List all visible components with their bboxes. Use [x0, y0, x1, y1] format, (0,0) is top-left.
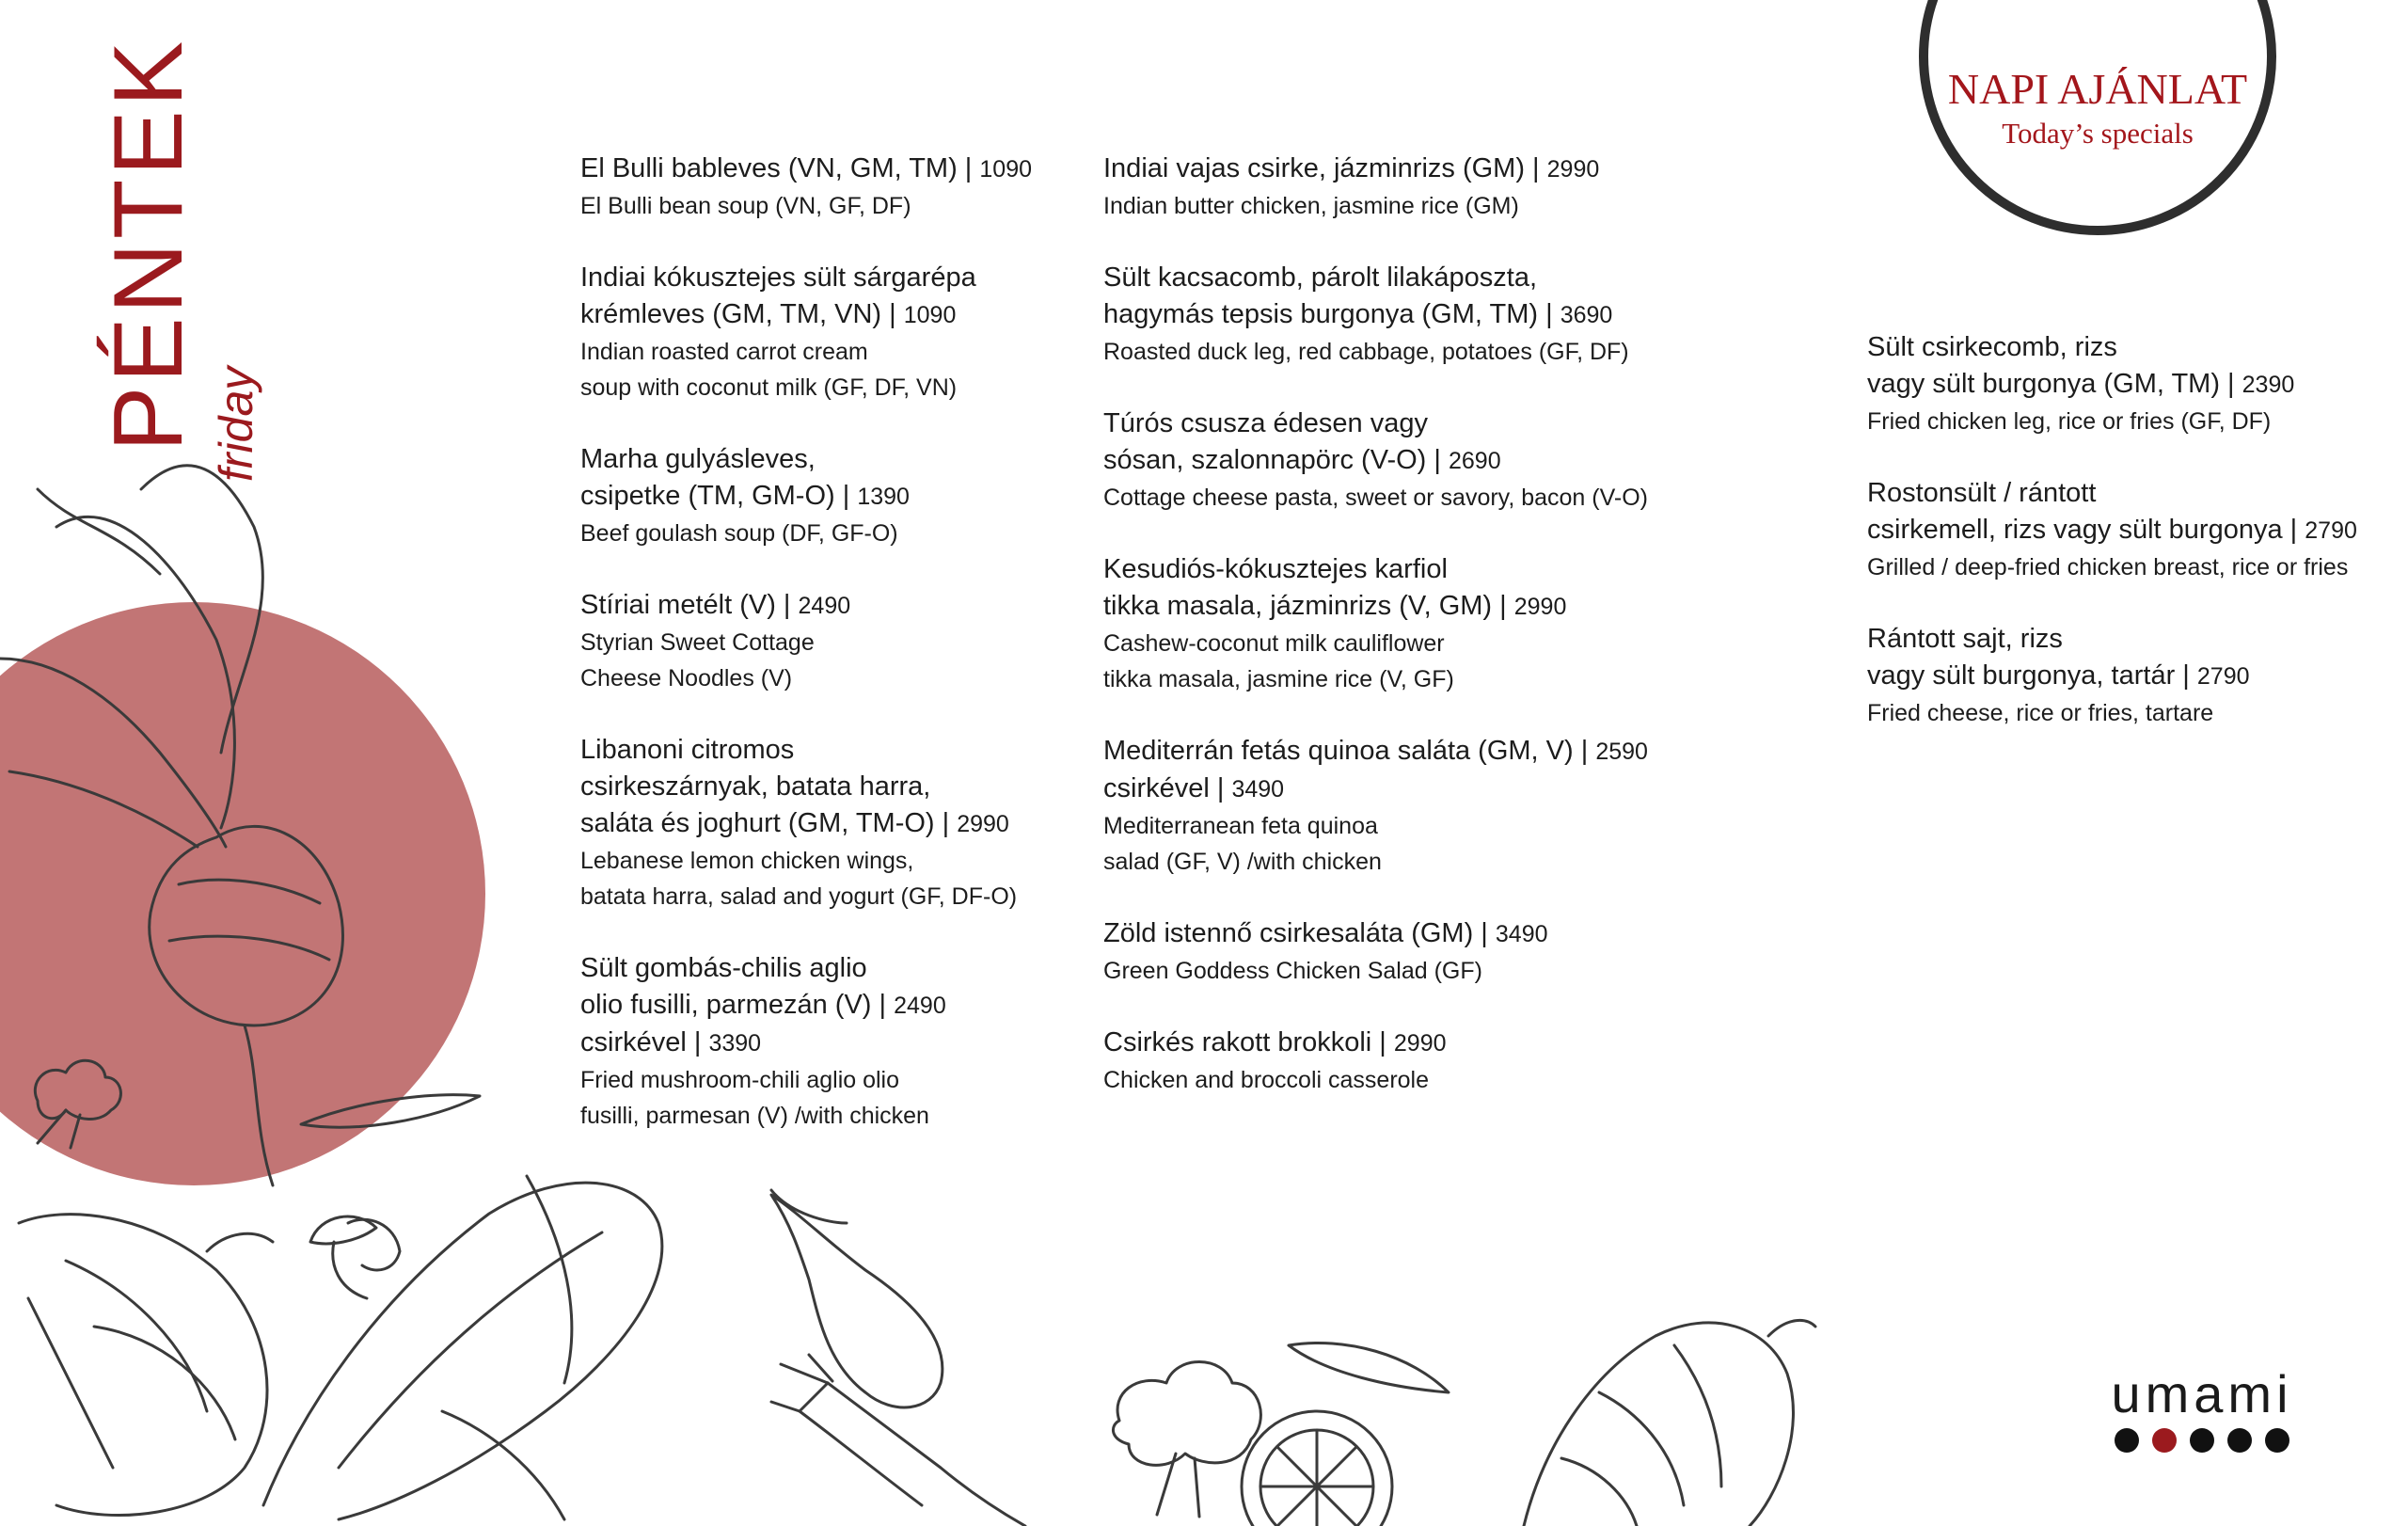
- artichoke-right-illustration: [1524, 1320, 1815, 1526]
- logo-dot: [2190, 1428, 2214, 1453]
- dish-price: 2390: [2242, 372, 2295, 398]
- menu-item: [1867, 475, 2394, 585]
- dish-name-text: Sült csirkecomb, rizs vagy sült burgonya (GM, TM): [1867, 332, 2220, 399]
- dish-name-en: Cashew-coconut milk cauliflower tikka masala, jasmine rice (V, GF): [1103, 630, 1454, 692]
- menu-column-2: [1103, 151, 1705, 1134]
- menu-item: [580, 950, 1069, 1134]
- dish-name-en: Fried mushroom-chili aglio olio fusilli, parmesan (V) /with chicken: [580, 1067, 929, 1129]
- dish-name-en: Roasted duck leg, red cabbage, potatoes (GF, DF): [1103, 339, 1629, 365]
- dish-name-text: Stíriai metélt (V): [580, 590, 776, 620]
- dish-extra-text: csirkével: [580, 1027, 687, 1057]
- dish-extra: csirkével | 3390: [580, 1027, 762, 1057]
- dish-extra-price: 3490: [1231, 776, 1285, 803]
- logo-dot: [2227, 1428, 2252, 1453]
- dish-name-hu: Marha gulyásleves, csipetke (TM, GM-O) | 1390: [580, 444, 910, 511]
- dish-name-text: Rostonsült / rántott csirkemell, rizs vagy sült burgonya: [1867, 478, 2283, 545]
- day-title: PÉNTEK: [94, 37, 203, 452]
- dish-name-en: Fried cheese, rice or fries, tartare: [1867, 700, 2214, 726]
- dish-price: 2690: [1448, 448, 1501, 474]
- logo-dot: [2152, 1428, 2177, 1453]
- mushroom-illustration: [310, 1216, 400, 1298]
- menu-column-1: [580, 151, 1069, 1169]
- carrot-illustration: [771, 1355, 1025, 1526]
- dish-price: 1390: [857, 484, 910, 510]
- dish-price: 2990: [1546, 156, 1600, 183]
- day-subtitle: friday: [210, 366, 262, 482]
- dish-price: 2790: [2305, 517, 2357, 544]
- dish-name-hu: Túrós csusza édesen vagy sósan, szalonnapörc (V-O) | 2690: [1103, 408, 1501, 475]
- dish-name-text: Indiai vajas csirke, jázminrizs (GM): [1103, 153, 1525, 183]
- badge-subtitle: Today’s specials: [2002, 117, 2194, 150]
- beetroot-illustration: [0, 466, 342, 1185]
- dish-name-en: Beef goulash soup (DF, GF-O): [580, 520, 898, 547]
- menu-item: [580, 260, 1069, 405]
- dish-name-en: El Bulli bean soup (VN, GF, DF): [580, 193, 911, 219]
- menu-item: [580, 587, 1069, 696]
- dish-name-text: Indiai kókusztejes sült sárgarépa krémleves (GM, TM, VN): [580, 262, 976, 329]
- dish-price: 3490: [1495, 921, 1548, 947]
- eggplant-illustration: [771, 1190, 943, 1407]
- menu-item: [580, 151, 1069, 224]
- dish-price: 2490: [894, 993, 946, 1019]
- dish-name-text: Sült gombás-chilis aglio olio fusilli, parmezán (V): [580, 953, 872, 1020]
- menu-item: [580, 732, 1069, 914]
- menu-item: [1103, 915, 1705, 989]
- dish-extra: csirkével | 3490: [1103, 773, 1285, 803]
- dish-name-hu: Zöld istennő csirkesaláta (GM) | 3490: [1103, 918, 1548, 948]
- dish-extra-text: csirkével: [1103, 773, 1210, 803]
- dish-name-text: Zöld istennő csirkesaláta (GM): [1103, 918, 1474, 948]
- dish-name-hu: Indiai kókusztejes sült sárgarépa krémleves (GM, TM, VN) | 1090: [580, 262, 976, 329]
- dish-extra-price: 3390: [708, 1030, 762, 1057]
- dish-price: 2590: [1595, 739, 1648, 765]
- dish-name-text: El Bulli bableves (VN, GM, TM): [580, 153, 958, 183]
- dish-name-text: Marha gulyásleves, csipetke (TM, GM-O): [580, 444, 835, 511]
- dish-name-en: Indian butter chicken, jasmine rice (GM): [1103, 193, 1519, 219]
- dish-name-en: Chicken and broccoli casserole: [1103, 1067, 1430, 1093]
- menu-column-3: [1867, 329, 2394, 767]
- menu-item: [1103, 551, 1705, 697]
- dish-name-hu: El Bulli bableves (VN, GM, TM) | 1090: [580, 153, 1033, 183]
- menu-item: [1103, 151, 1705, 224]
- dish-name-text: Túrós csusza édesen vagy sósan, szalonnapörc (V-O): [1103, 408, 1428, 475]
- broccoli-illustration: [35, 1060, 120, 1148]
- dish-name-en: Lebanese lemon chicken wings, batata harra, salad and yogurt (GF, DF-O): [580, 848, 1018, 910]
- dish-name-hu: Kesudiós-kókusztejes karfiol tikka masala, jázminrizs (V, GM) | 2990: [1103, 554, 1567, 621]
- dish-name-hu: Indiai vajas csirke, jázminrizs (GM) | 2990: [1103, 153, 1600, 183]
- bok-choy-illustration: [263, 1176, 662, 1519]
- dish-price: 2490: [798, 593, 851, 619]
- logo-text: umami: [2111, 1364, 2293, 1423]
- menu-item: [1103, 733, 1705, 880]
- badge-title: NAPI AJÁNLAT: [1947, 65, 2248, 113]
- menu-item: [580, 441, 1069, 551]
- artichoke-left-illustration: [19, 1215, 273, 1516]
- dish-name-text: Sült kacsacomb, párolt lilakáposzta, hagymás tepsis burgonya (GM, TM): [1103, 262, 1539, 329]
- dish-name-en: Mediterranean feta quinoa salad (GF, V) /with chicken: [1103, 813, 1382, 875]
- day-heading: [77, 37, 265, 482]
- dish-name-text: Csirkés rakott brokkoli: [1103, 1027, 1372, 1057]
- logo-dot: [2265, 1428, 2289, 1453]
- dish-name-hu: Sült kacsacomb, párolt lilakáposzta, hagymás tepsis burgonya (GM, TM) | 3690: [1103, 262, 1613, 329]
- dish-name-hu: Rostonsült / rántott csirkemell, rizs vagy sült burgonya | 2790: [1867, 478, 2357, 545]
- menu-item: [1103, 1025, 1705, 1098]
- dish-name-en: Green Goddess Chicken Salad (GF): [1103, 958, 1482, 984]
- dish-name-hu: Rántott sajt, rizs vagy sült burgonya, tartár | 2790: [1867, 624, 2250, 691]
- dish-name-hu: Stíriai metélt (V) | 2490: [580, 590, 851, 620]
- menu-item: [1867, 621, 2394, 731]
- dish-name-en: Indian roasted carrot cream soup with coconut milk (GF, DF, VN): [580, 339, 958, 401]
- logo-dots: [2094, 1428, 2310, 1453]
- dish-name-en: Styrian Sweet Cottage Cheese Noodles (V): [580, 629, 815, 691]
- dish-price: 2990: [957, 811, 1009, 837]
- dish-name-en: Cottage cheese pasta, sweet or savory, bacon (V-O): [1103, 485, 1648, 511]
- dish-name-hu: Libanoni citromos csirkeszárnyak, batata harra, saláta és joghurt (GM, TM-O) | 2990: [580, 735, 1009, 838]
- dish-price: 3690: [1560, 302, 1613, 328]
- umami-logo: [2094, 1366, 2310, 1453]
- logo-dot: [2115, 1428, 2139, 1453]
- menu-item: [1103, 405, 1705, 516]
- dish-name-hu: Mediterrán fetás quinoa saláta (GM, V) | 2590: [1103, 736, 1648, 766]
- dish-price: 2790: [2196, 663, 2250, 690]
- broccoli-center-illustration: [1113, 1362, 1260, 1518]
- menu-item: [1103, 260, 1705, 370]
- dish-price: 2990: [1393, 1030, 1447, 1057]
- dish-name-en: Fried chicken leg, rice or fries (GF, DF): [1867, 408, 2272, 435]
- lemon-slice-illustration: [1242, 1411, 1392, 1526]
- dish-name-text: Kesudiós-kókusztejes karfiol tikka masala, jázminrizs (V, GM): [1103, 554, 1493, 621]
- dish-name-text: Rántott sajt, rizs vagy sült burgonya, tartár: [1867, 624, 2176, 691]
- dish-price: 1090: [903, 302, 957, 328]
- menu-item: [1867, 329, 2394, 439]
- dish-name-text: Libanoni citromos csirkeszárnyak, batata harra, saláta és joghurt (GM, TM-O): [580, 735, 935, 838]
- dish-price: 2990: [1513, 594, 1567, 620]
- dish-price: 1090: [979, 156, 1033, 183]
- dish-name-hu: Sült gombás-chilis aglio olio fusilli, parmezán (V) | 2490: [580, 953, 946, 1020]
- dish-name-hu: Sült csirkecomb, rizs vagy sült burgonya (GM, TM) | 2390: [1867, 332, 2295, 399]
- dish-name-hu: Csirkés rakott brokkoli | 2990: [1103, 1027, 1447, 1057]
- dish-name-text: Mediterrán fetás quinoa saláta (GM, V): [1103, 736, 1574, 766]
- dish-name-en: Grilled / deep-fried chicken breast, rice or fries: [1867, 554, 2349, 580]
